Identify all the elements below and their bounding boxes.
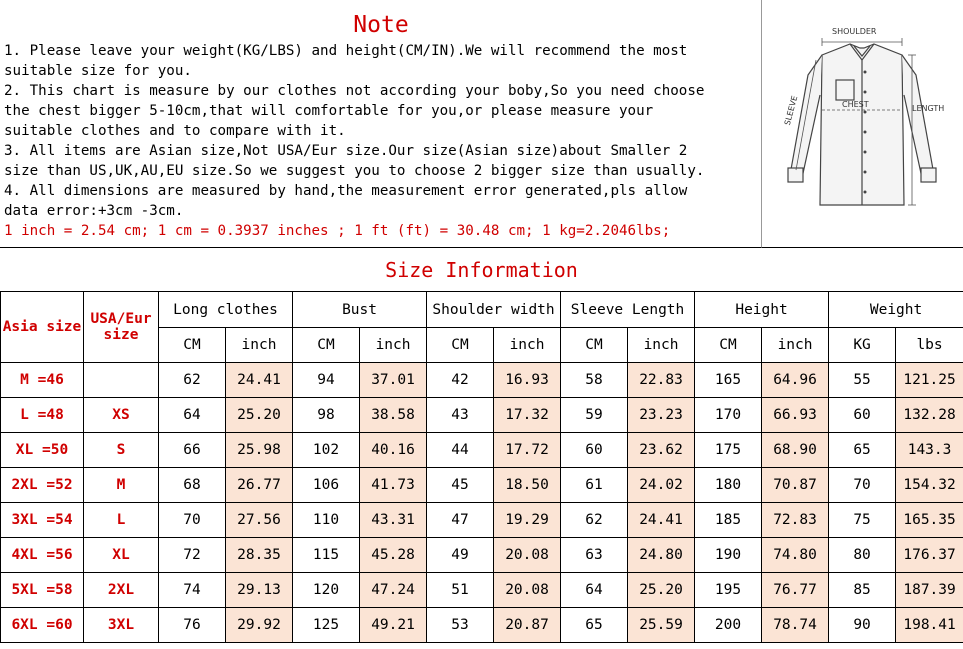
size-table: [0, 291, 963, 643]
table-cell: 185: [695, 503, 762, 538]
table-row: [1, 503, 963, 538]
table-cell: 43.31: [360, 503, 427, 538]
table-cell: 102: [293, 433, 360, 468]
table-cell: 24.02: [628, 468, 695, 503]
table-cell: 78.74: [762, 608, 829, 643]
table-cell: 65: [829, 433, 896, 468]
table-cell: 55: [829, 363, 896, 398]
table-cell: 65: [561, 608, 628, 643]
table-cell: 26.77: [226, 468, 293, 503]
table-cell: 25.20: [226, 398, 293, 433]
group-header: Weight: [829, 292, 963, 328]
shirt-illustration: [762, 0, 963, 248]
table-cell: 25.59: [628, 608, 695, 643]
table-cell: 76: [159, 608, 226, 643]
table-cell: 40.16: [360, 433, 427, 468]
asia-size-cell: 2XL =52: [1, 468, 84, 503]
unit-header: lbs: [896, 328, 963, 363]
shirt-diagram: [762, 0, 963, 248]
note-line: the chest bigger 5-10cm,that will comfortable for you,or please measure your: [4, 103, 654, 119]
table-cell: 64: [561, 573, 628, 608]
table-row: [1, 573, 963, 608]
asia-size-header: Asia size: [1, 292, 84, 363]
table-cell: 70: [159, 503, 226, 538]
unit-header: inch: [762, 328, 829, 363]
table-cell: 28.35: [226, 538, 293, 573]
table-cell: 154.32: [896, 468, 963, 503]
group-header: Shoulder width: [427, 292, 561, 328]
asia-size-cell: XL =50: [1, 433, 84, 468]
unit-header: inch: [360, 328, 427, 363]
group-header: Sleeve Length: [561, 292, 695, 328]
table-cell: 80: [829, 538, 896, 573]
table-cell: 23.62: [628, 433, 695, 468]
table-cell: 120: [293, 573, 360, 608]
table-cell: 44: [427, 433, 494, 468]
note-title: Note: [353, 12, 409, 38]
table-row: [1, 363, 963, 398]
note-line: 1. Please leave your weight(KG/LBS) and height(CM/IN).We will recommend the most: [4, 43, 688, 59]
table-cell: 53: [427, 608, 494, 643]
table-cell: 60: [829, 398, 896, 433]
usa-size-cell: M: [84, 468, 159, 503]
unit-header: CM: [293, 328, 360, 363]
size-info-title: Size Information: [0, 248, 963, 292]
length-label: LENGTH: [912, 104, 945, 113]
table-cell: 98: [293, 398, 360, 433]
usa-size-cell: [84, 363, 159, 398]
unit-header: inch: [628, 328, 695, 363]
table-cell: 110: [293, 503, 360, 538]
unit-header: inch: [494, 328, 561, 363]
asia-size-cell: L =48: [1, 398, 84, 433]
table-cell: 27.56: [226, 503, 293, 538]
table-cell: 58: [561, 363, 628, 398]
table-cell: 24.80: [628, 538, 695, 573]
unit-header: CM: [695, 328, 762, 363]
table-cell: 198.41: [896, 608, 963, 643]
note-section: [0, 0, 762, 248]
table-cell: 20.08: [494, 573, 561, 608]
table-cell: 106: [293, 468, 360, 503]
table-cell: 64: [159, 398, 226, 433]
table-cell: 59: [561, 398, 628, 433]
table-cell: 190: [695, 538, 762, 573]
table-cell: 74: [159, 573, 226, 608]
usa-size-header: USA/Eur size: [84, 292, 159, 363]
size-table-body: [1, 363, 963, 643]
group-header: Bust: [293, 292, 427, 328]
table-cell: 85: [829, 573, 896, 608]
note-line: 4. All dimensions are measured by hand,the measurement error generated,pls allow: [4, 183, 688, 199]
table-cell: 72: [159, 538, 226, 573]
table-cell: 47: [427, 503, 494, 538]
table-cell: 165: [695, 363, 762, 398]
note-line: suitable size for you.: [4, 63, 192, 79]
table-cell: 45.28: [360, 538, 427, 573]
usa-size-cell: XL: [84, 538, 159, 573]
note-line: 2. This chart is measure by our clothes not according your boby,So you need choose: [4, 83, 705, 99]
note-line: suitable clothes and to compare with it.: [4, 123, 346, 139]
group-header: Height: [695, 292, 829, 328]
table-cell: 23.23: [628, 398, 695, 433]
table-cell: 43: [427, 398, 494, 433]
table-cell: 41.73: [360, 468, 427, 503]
table-cell: 143.3: [896, 433, 963, 468]
table-cell: 51: [427, 573, 494, 608]
table-cell: 25.20: [628, 573, 695, 608]
table-cell: 64.96: [762, 363, 829, 398]
note-line: size than US,UK,AU,EU size.So we suggest you to choose 2 bigger size than usually.: [4, 163, 705, 179]
table-cell: 75: [829, 503, 896, 538]
asia-size-cell: 4XL =56: [1, 538, 84, 573]
asia-size-cell: 6XL =60: [1, 608, 84, 643]
table-cell: 170: [695, 398, 762, 433]
table-cell: 62: [561, 503, 628, 538]
table-cell: 24.41: [628, 503, 695, 538]
table-row: [1, 468, 963, 503]
table-row: [1, 608, 963, 643]
table-row: [1, 398, 963, 433]
table-cell: 68: [159, 468, 226, 503]
note-line: 3. All items are Asian size,Not USA/Eur size.Our size(Asian size)about Smaller 2: [4, 143, 688, 159]
table-cell: 47.24: [360, 573, 427, 608]
table-cell: 70.87: [762, 468, 829, 503]
asia-size-cell: 5XL =58: [1, 573, 84, 608]
table-cell: 29.92: [226, 608, 293, 643]
table-cell: 49.21: [360, 608, 427, 643]
table-cell: 94: [293, 363, 360, 398]
unit-header: CM: [561, 328, 628, 363]
table-cell: 22.83: [628, 363, 695, 398]
unit-header: KG: [829, 328, 896, 363]
table-cell: 18.50: [494, 468, 561, 503]
table-cell: 29.13: [226, 573, 293, 608]
table-cell: 195: [695, 573, 762, 608]
table-cell: 90: [829, 608, 896, 643]
unit-header: inch: [226, 328, 293, 363]
sleeve-label: SLEEVE: [782, 94, 800, 127]
table-cell: 115: [293, 538, 360, 573]
table-cell: 45: [427, 468, 494, 503]
usa-size-cell: 3XL: [84, 608, 159, 643]
table-cell: 180: [695, 468, 762, 503]
table-row: [1, 433, 963, 468]
table-cell: 38.58: [360, 398, 427, 433]
chest-label: CHEST: [842, 100, 869, 109]
table-cell: 70: [829, 468, 896, 503]
usa-size-cell: 2XL: [84, 573, 159, 608]
table-cell: 20.87: [494, 608, 561, 643]
table-cell: 42: [427, 363, 494, 398]
table-cell: 20.08: [494, 538, 561, 573]
table-cell: 17.32: [494, 398, 561, 433]
table-cell: 63: [561, 538, 628, 573]
table-cell: 25.98: [226, 433, 293, 468]
table-cell: 66: [159, 433, 226, 468]
table-cell: 24.41: [226, 363, 293, 398]
usa-size-cell: S: [84, 433, 159, 468]
usa-size-cell: L: [84, 503, 159, 538]
table-cell: 187.39: [896, 573, 963, 608]
table-cell: 68.90: [762, 433, 829, 468]
group-header: Long clothes: [159, 292, 293, 328]
table-cell: 16.93: [494, 363, 561, 398]
asia-size-cell: 3XL =54: [1, 503, 84, 538]
table-cell: 49: [427, 538, 494, 573]
asia-size-cell: M =46: [1, 363, 84, 398]
unit-header: CM: [427, 328, 494, 363]
table-cell: 17.72: [494, 433, 561, 468]
table-cell: 37.01: [360, 363, 427, 398]
shoulder-label: SHOULDER: [832, 27, 877, 36]
table-cell: 125: [293, 608, 360, 643]
table-cell: 61: [561, 468, 628, 503]
table-cell: 175: [695, 433, 762, 468]
table-cell: 60: [561, 433, 628, 468]
table-cell: 132.28: [896, 398, 963, 433]
table-cell: 19.29: [494, 503, 561, 538]
table-cell: 121.25: [896, 363, 963, 398]
table-cell: 62: [159, 363, 226, 398]
unit-header: CM: [159, 328, 226, 363]
table-cell: 76.77: [762, 573, 829, 608]
table-cell: 66.93: [762, 398, 829, 433]
conversion-line: 1 inch = 2.54 cm; 1 cm = 0.3937 inches ; 1 ft (ft) = 30.48 cm; 1 kg=2.2046lbs;: [4, 223, 671, 239]
table-cell: 165.35: [896, 503, 963, 538]
table-cell: 74.80: [762, 538, 829, 573]
table-row: [1, 538, 963, 573]
table-cell: 72.83: [762, 503, 829, 538]
group-header-row: [1, 292, 963, 328]
table-cell: 176.37: [896, 538, 963, 573]
note-line: data error:+3cm -3cm.: [4, 203, 184, 219]
usa-size-cell: XS: [84, 398, 159, 433]
table-cell: 200: [695, 608, 762, 643]
